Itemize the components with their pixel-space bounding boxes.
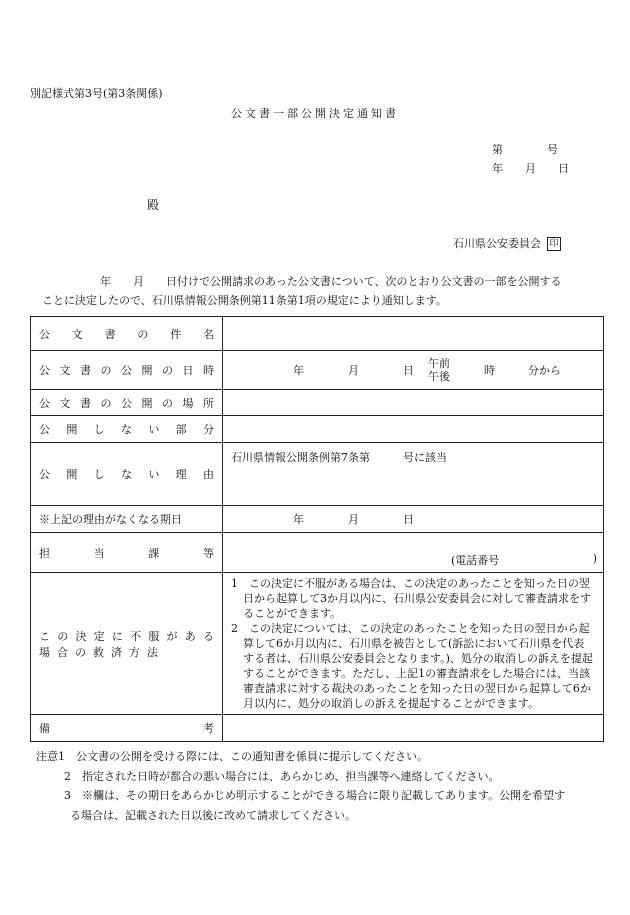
label-char: 書 [80, 396, 91, 410]
label-char: あ [184, 629, 196, 643]
intro-line-2: ことに決定したので、石川県情報公開条例第11条第1項の規定により通知します。 [42, 294, 447, 307]
expiry-ymd: 年 月 日 [293, 513, 414, 526]
label-char: 分 [202, 423, 214, 436]
table-row [31, 416, 604, 443]
label-disclosure-datetime [31, 351, 223, 390]
document-number: 第 号 [492, 143, 558, 156]
issuer-name: 石川県公安委員会 [453, 237, 541, 250]
label-char: 日 [182, 364, 194, 377]
label-char: 書 [104, 327, 116, 341]
label-char: 方 [129, 645, 140, 659]
label-char: 公 [39, 364, 50, 377]
label-char: の [57, 629, 69, 643]
label-char: 由 [202, 468, 214, 481]
table-row [31, 533, 604, 573]
issuer [453, 235, 561, 251]
label-char: し [93, 423, 105, 436]
label-char: な [120, 423, 132, 436]
label-char: 公 [39, 468, 50, 481]
label-char: 文 [59, 364, 71, 377]
table-row [31, 573, 604, 715]
label-section-in-charge [31, 533, 223, 573]
label-char: の [100, 364, 112, 377]
label-document-name [31, 317, 223, 351]
label-char: こ [39, 629, 50, 643]
label-char: 開 [141, 364, 153, 377]
relief-item-2: 2 この決定については、この決定のあったことを知った日の翌日から起算して6か月以内に、石川県を被告として(訴訟において石川県を代表する者は、石川県公安委員会となります。)、処分の取消しの訴えを提起することができます。ただし、上記1の審査請求をした場合には、当該審査請求に対する裁決のあったことを知った日の翌日から起算して6か月以内に、処分の取消しの訴えを提起することができます。 [231, 622, 593, 710]
label-text [39, 395, 214, 411]
addressee: 殿 [147, 198, 160, 212]
label-char: 場 [182, 396, 194, 410]
label-char: 担 [39, 546, 50, 560]
note-1: 注意1 公文書の公開を受ける際には、この通知書を係員に提示してください。 [36, 750, 428, 763]
am-pm-choice [428, 357, 450, 383]
notice-table [30, 316, 604, 742]
table-row [31, 506, 604, 533]
label-text [39, 545, 214, 561]
pm-label: 午後 [428, 370, 450, 383]
label-char: に [111, 629, 123, 643]
label-char: 公 [39, 396, 50, 410]
table-row [31, 715, 604, 742]
label-char: 不 [130, 629, 142, 643]
label-text [39, 628, 214, 660]
label-char: 備 [39, 722, 50, 735]
label-char: る [202, 629, 214, 643]
value-expiry-date [223, 506, 604, 533]
value-undisclosed-reason: 石川県情報公開条例第7条第 号に該当 [223, 443, 604, 506]
table-row [31, 317, 604, 351]
label-char: 等 [202, 546, 214, 560]
label-expiry-date: ※上記の理由がなくなる期日 [31, 506, 223, 533]
value-disclosure-datetime [223, 351, 604, 390]
label-text [39, 466, 214, 482]
label-text [39, 720, 214, 736]
label-char: 時 [203, 364, 214, 377]
note-3-cont: る場合は、記載された日以後に改めて請求してください。 [70, 808, 356, 822]
label-text [39, 326, 214, 342]
value-undisclosed-part [223, 416, 604, 443]
label-char: 名 [202, 327, 214, 341]
label-char: 件 [170, 327, 182, 341]
form-label: 別記様式第3号(第3条関係) [30, 87, 163, 100]
label-char: の [162, 396, 173, 410]
label-char: 済 [111, 645, 122, 659]
label-char: 開 [66, 468, 78, 481]
label-char: 考 [203, 722, 214, 735]
label-char: 理 [175, 468, 187, 481]
relief-label-line-2 [39, 644, 214, 660]
datetime-ymd: 年 月 日 [293, 364, 414, 377]
label-text [39, 362, 214, 378]
label-text [39, 421, 214, 437]
label-char: 場 [39, 645, 50, 659]
label-char: 開 [66, 423, 78, 436]
label-undisclosed-part [31, 416, 223, 443]
value-relief-method [223, 573, 604, 715]
label-char: 所 [203, 396, 214, 410]
phone-close: ) [592, 552, 597, 565]
label-char: 公 [121, 396, 132, 410]
document-title: 公文書一部公開決定通知書 [231, 107, 399, 120]
phone-open: (電話番号 [451, 554, 500, 567]
document-date: 年 月 日 [492, 162, 569, 175]
label-char: の [162, 364, 173, 377]
relief-label-line-1 [39, 628, 214, 644]
value-document-name [223, 317, 604, 351]
label-char: し [93, 468, 105, 481]
label-char: 救 [93, 645, 104, 659]
label-undisclosed-reason [31, 443, 223, 506]
label-char: な [120, 468, 132, 481]
label-char: 定 [93, 629, 105, 643]
note-2: 2 指定された日時が都合の悪い場合には、あらかじめ、担当課等へ連絡してください。 [64, 769, 500, 783]
am-label: 午前 [428, 357, 450, 370]
label-char: い [148, 468, 160, 481]
label-relief-method [31, 573, 223, 715]
label-char: 課 [148, 546, 160, 560]
label-char: 公 [121, 364, 132, 377]
label-char: 文 [59, 396, 71, 410]
value-section-in-charge [223, 533, 604, 573]
label-char: 書 [80, 364, 91, 377]
value-disclosure-place [223, 390, 604, 416]
label-char: い [148, 423, 160, 436]
label-char: 文 [71, 327, 83, 341]
time-tail: 時 分から [484, 364, 561, 377]
label-disclosure-place [31, 390, 223, 416]
intro-paragraph [30, 272, 602, 310]
label-char: 法 [147, 645, 158, 659]
table-row [31, 443, 604, 506]
intro-line-1: 年 月 日付けで公開請求のあった公文書について、次のとおり公文書の一部を公開する [100, 275, 562, 288]
label-char: の [137, 327, 149, 341]
label-remarks [31, 715, 223, 742]
label-char: 服 [148, 629, 160, 643]
note-3: 3 ※欄は、その期日をあらかじめ明示することができる場合に限り記載してあります。公開を希望す [64, 789, 566, 802]
table-row [31, 351, 604, 390]
label-char: 公 [39, 327, 50, 341]
label-char: の [100, 396, 112, 410]
label-char: 開 [141, 396, 153, 410]
label-char: 合 [57, 645, 68, 659]
label-char: の [75, 645, 86, 659]
relief-item-1: 1 この決定に不服がある場合は、この決定のあったことを知った日の翌日から起算して3か月以内に、石川県公安委員会に対して審査請求をすることができます。 [231, 577, 591, 620]
table-row [31, 390, 604, 416]
label-char: 公 [39, 423, 50, 436]
label-char: 当 [93, 546, 105, 560]
label-char: が [166, 629, 178, 643]
label-char: 部 [175, 423, 187, 436]
notes [36, 747, 606, 825]
label-char: 決 [75, 629, 87, 643]
value-remarks [223, 715, 604, 742]
seal-stamp: 印 [547, 237, 561, 251]
